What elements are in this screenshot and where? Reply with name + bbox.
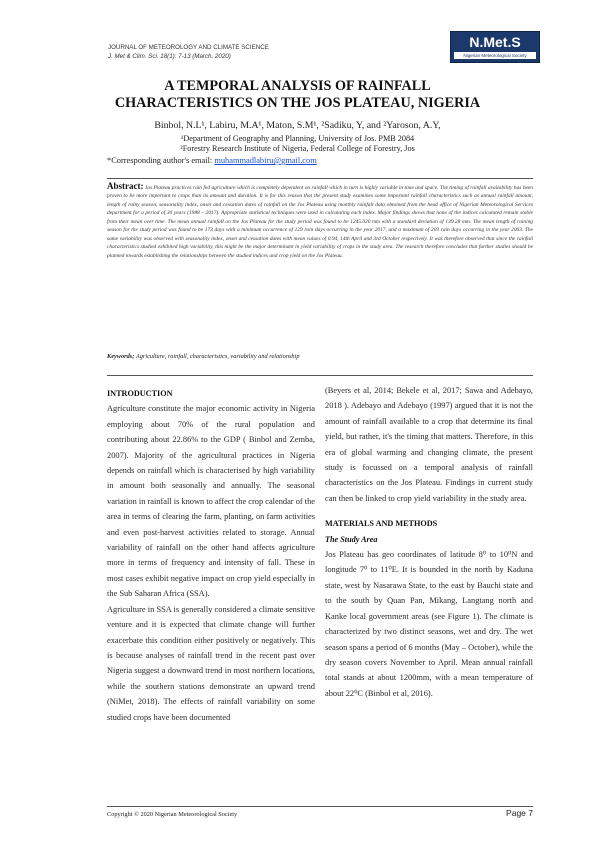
- methods-heading: MATERIALS AND METHODS: [325, 519, 438, 529]
- logo-text: N.Met.S: [469, 34, 521, 50]
- introduction-heading: INTRODUCTION: [107, 389, 173, 398]
- page-number: Page 7: [506, 808, 533, 818]
- abstract-top-divider: [107, 178, 533, 179]
- journal-header: [108, 44, 269, 61]
- abstract-text: Jos Plateau practices rain fed agriculture which is completely dependent on rainfall which in turn is highly variable in time and space. The timing of rainfall availability has been proven to be more important to crops than its amount and duration. It is for this reason that the present study examines some important rainfall characteristics such as annual rainfall amount, length of rainy season, seasonality index, onset and cessation dates of rainfall on the Jos Plateau using monthly rainfall data obtained from the head office of Nigerian Meteorological Services department for a period of 30 years (1988 – 2017). Appropriate statistical techniques were used in calculating each index. Major findings shows that none of the indices calculated remain stable from their mean over time. The mean annual rainfall on the Jos Plateau for the study period was found to be 1245.020 mm with a standard deviation of 139.28 mm. The mean length of raining season for the study period was found to be 173 days with a minimum occurrence of 129 rain days occurring in the year 2017, and a maximum of 203 rain days occurring in the year 2003. The same variability was observed with seasonality index, onset and cessation dates with mean values of 0.94, 14th April and 3rd October respectively. It was therefore observed that since the rainfall characteristics studied exhibited high variability, this might be the major determinant in yield variability of crops in the study area. The research therefore concludes that further studies should be planned towards establishing the relationships between the studied indices and crop yield on the Jos Plateau.: [107, 185, 533, 259]
- abstract-block: [107, 182, 533, 260]
- study-area-paragraph: Jos Plateau has geo coordinates of latitude 8⁰ to 10⁰N and longitude 7⁰ to 11⁰E. It is bounded in the north by Kaduna state, west by Nasarawa State, to the east by Bauchi state and to the south by Quan Pan, Mikang, Langtang north and Kanke local government areas (see Figure 1). The climate is characterized by two distinct seasons, wet and dry. The wet season spans a period of 6 months (May – October), while the dry season covers November to April. Mean annual rainfall total stands at about 1200mm, with a mean temperature of about 22⁰C (Binbol et al, 2016).: [325, 550, 533, 698]
- body-right-column: [325, 383, 533, 701]
- author-list: Binbol, N.L¹, Labiru, M.A¹, Maton, S.M¹, ²Sadiku, Y, and ²Yaroson, A.Y,: [154, 120, 441, 131]
- affiliation-1: ¹Department of Geography and Planning, University of Jos. PMB 2084: [180, 134, 415, 143]
- keywords-label: Keywords;: [107, 353, 135, 360]
- corresponding-author: [107, 155, 317, 166]
- title-line-2: CHARACTERISTICS ON THE JOS PLATEAU, NIGERIA: [114, 95, 481, 111]
- body-left-column: [107, 386, 315, 725]
- title-line-1: A TEMPORAL ANALYSIS OF RAINFALL: [164, 78, 431, 94]
- footer-divider: [107, 806, 533, 807]
- copyright-notice: Copyright © 2020 Nigerian Meteorological Society: [107, 811, 238, 818]
- keywords-block: [107, 352, 533, 361]
- abstract-label: Abstract:: [107, 181, 144, 191]
- journal-citation: J. Met & Clim. Sci. 18(1): 7-13 (March, 2020): [108, 52, 231, 60]
- paper-title: [95, 78, 500, 112]
- affiliation-2: ²Forestry Research Institute of Nigeria, Federal College of Forestry, Jos: [180, 144, 415, 153]
- introduction-paragraph-1: Agriculture constitute the major economic activity in Nigeria employing about 70% of the rural population and contributing about 22.86% to the GDP ( Binbol and Zemba, 2007). Majority of the agricultural practices in Nigeria depends on rainfall which is characterised by high variability in amount both seasonally and annually. The seasonal variation in rainfall is known to affect the crop calendar of the area in terms of clearing the farm, planting, on farm activities and even post-harvest activities related to storage. Annual variability of rainfall on the other hand affects agriculture more in terms of frequency and intensity of fall. These in most cases exhibit negative impact on crop yield especially in the Sub Saharan Africa (SSA).: [107, 404, 315, 599]
- introduction-paragraph-3: (Beyers et al, 2014; Bekele et al, 2017; Sawa and Adebayo, 2018 ). Adebayo and Adebayo (1997) argued that it is not the amount of rainfall available to a crop that determine its final yield, but rather, it's the timing that matters. Therefore, in this era of global warming and changing climate, the present study is focussed on a temporal analysis of rainfall characteristics on the Jos Plateau. Findings in current study can then be linked to crop yield variability in the study area.: [325, 386, 533, 503]
- abstract-bottom-divider: [107, 375, 533, 376]
- study-area-heading: The Study Area: [325, 534, 378, 544]
- introduction-paragraph-2: Agriculture in SSA is generally considered a climate sensitive venture and it is expected that climate change will further exacerbate this condition either positively or negatively. This is because analyses of rainfall trend in the recent past over Nigeria suggest a downward trend in most northern locations, while the southern stations demonstrate an upward trend (NiMet, 2018). The effects of rainfall variability on some studied crops have been documented: [107, 604, 315, 722]
- keywords-list: Agriculture, rainfall, characteristics, variability and relationship: [135, 353, 300, 360]
- corresponding-email-link[interactable]: muhammadlabiru@gmail.com: [214, 156, 317, 165]
- society-logo: [450, 31, 540, 63]
- logo-subtitle: Nigerian Meteorological Society: [454, 52, 536, 59]
- corresponding-label: *Corresponding author's email:: [107, 156, 213, 165]
- journal-name: JOURNAL OF METEOROLOGY AND CLIMATE SCIENCE: [108, 44, 269, 51]
